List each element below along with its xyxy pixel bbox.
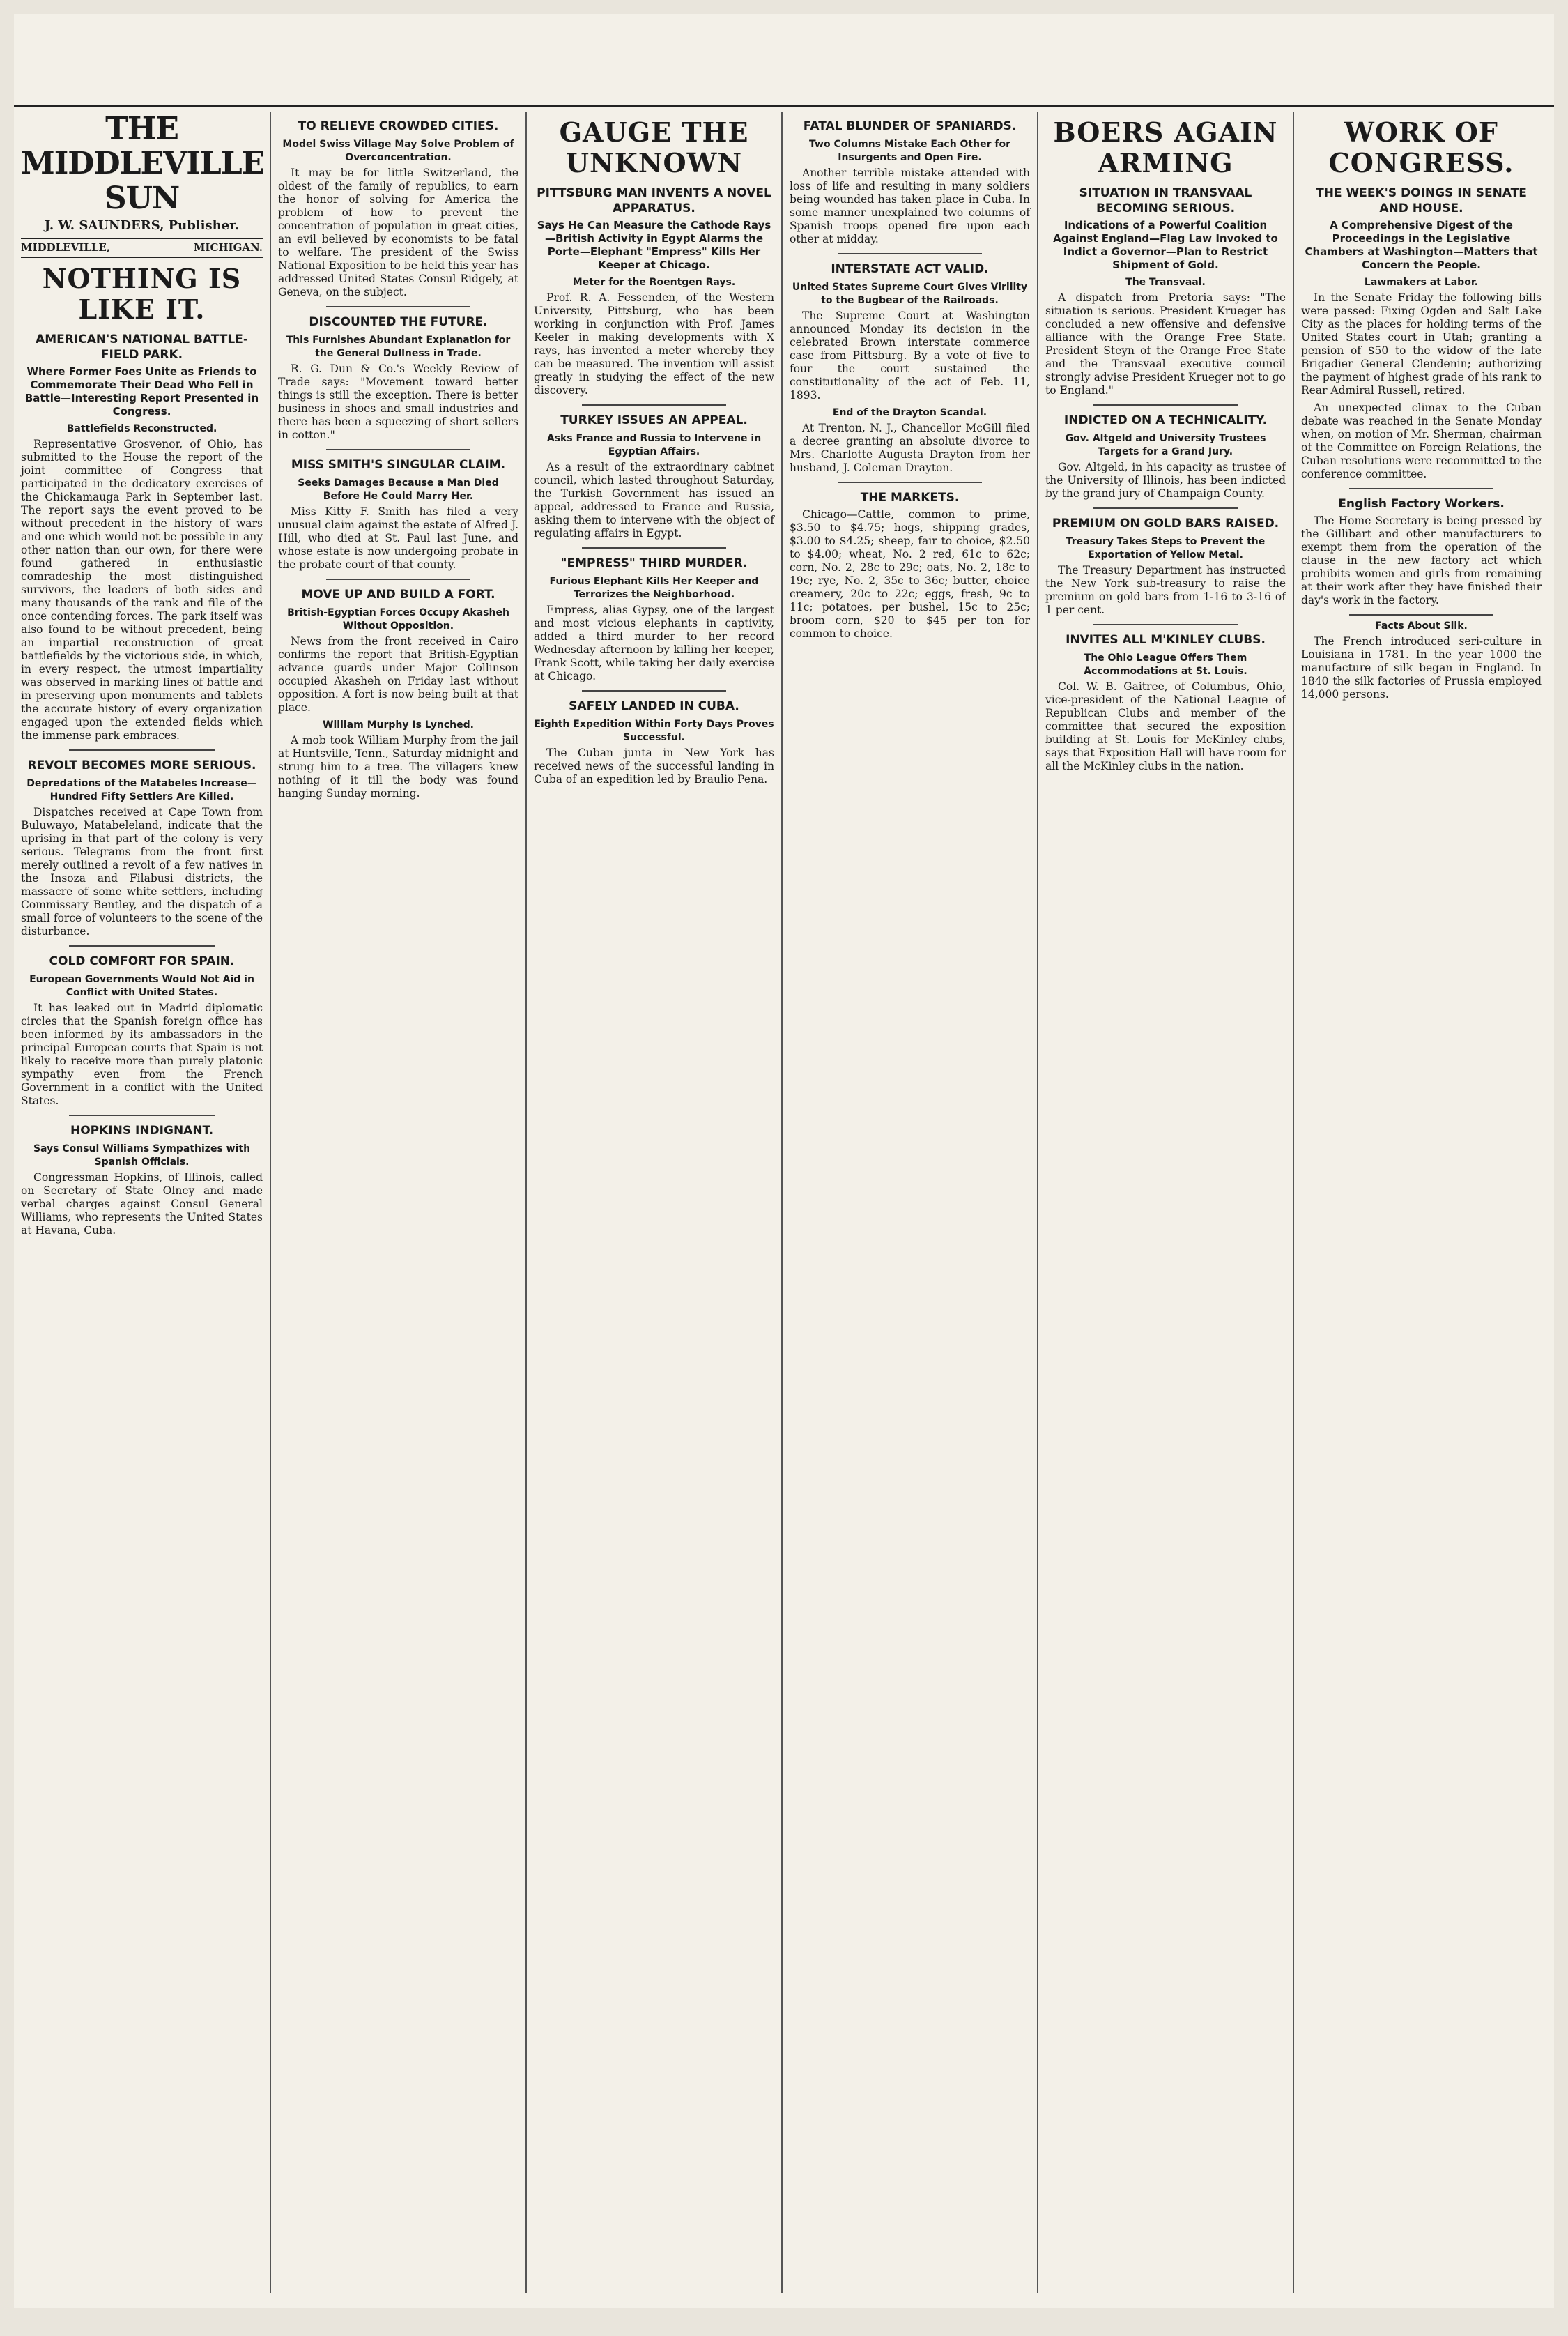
deck: Says He Can Measure the Cathode Rays—British Activity in Egypt Alarms the Porte—Elephant "Empress" Kills Her Keeper at Chicago. bbox=[537, 219, 771, 271]
article-paragraph: It has leaked out in Madrid diplomatic circles that the Spanish foreign office has been informed by its ambassadors in the principal European courts that Spain is not likely to receive more than purely platonic sympathy even from the French Government in a conflict with the United States. bbox=[21, 1002, 263, 1107]
article-headline: INVITES ALL M'KINLEY CLUBS. bbox=[1066, 633, 1266, 647]
article-headline: INTERSTATE ACT VALID. bbox=[831, 262, 989, 276]
top-rule bbox=[14, 105, 1554, 107]
article-headline: INDICTED ON A TECHNICALITY. bbox=[1063, 413, 1268, 427]
divider bbox=[838, 253, 982, 254]
divider bbox=[326, 449, 470, 450]
article-headline: "EMPRESS" THIRD MURDER. bbox=[560, 556, 748, 570]
masthead-place bbox=[21, 238, 263, 258]
article-headline: MOVE UP AND BUILD A FORT. bbox=[301, 588, 495, 602]
section-kicker: Meter for the Roentgen Rays. bbox=[572, 277, 736, 288]
masthead bbox=[21, 112, 263, 258]
article-paragraph: Congressman Hopkins, of Illinois, called on Secretary of State Olney and made verbal charges against Consul General Williams, who represents the United States at Havana, Cuba. bbox=[21, 1171, 263, 1237]
masthead-publisher: J. W. SAUNDERS, Publisher. bbox=[44, 218, 240, 233]
article-headline: PREMIUM ON GOLD BARS RAISED. bbox=[1052, 517, 1279, 530]
article-paragraph: The Supreme Court at Washington announced Monday its decision in the celebrated Brown interstate commerce case from Pittsburg. By a vote of five to four the court sustained the constitutionality of the act of Feb. 11, 1893. bbox=[790, 310, 1030, 402]
article-deck: End of the Drayton Scandal. bbox=[832, 407, 987, 418]
divider bbox=[1349, 488, 1493, 489]
article-paragraph: At Trenton, N. J., Chancellor McGill filed a decree granting an absolute divorce to Mrs. Charlotte Augusta Drayton from her husband, J. Coleman Drayton. bbox=[790, 422, 1030, 474]
section-kicker: The Transvaal. bbox=[1125, 277, 1206, 288]
article-headline: SAFELY LANDED IN CUBA. bbox=[569, 699, 739, 713]
article-paragraph: Miss Kitty F. Smith has filed a very unusual claim against the estate of Alfred J. Hill, who died at St. Paul last June, and whose estate is now undergoing probate in the probate court of that county. bbox=[278, 505, 518, 571]
divider bbox=[69, 945, 214, 947]
subheadline: PITTSBURG MAN INVENTS A NOVEL APPARATUS. bbox=[537, 186, 771, 215]
article-paragraph: It may be for little Switzerland, the oldest of the family of republics, to earn the honor of solving for America the problem of how to prevent the concentration of population in great cities, an evil believed by economists to be fatal to welfare. The president of the Swiss National Exposition to be held this year has addressed United States Consul Ridgely, at Geneva, on the subject. bbox=[278, 167, 518, 298]
article-deck: Model Swiss Village May Solve Problem of Overconcentration. bbox=[282, 139, 514, 163]
article-deck: Seeks Damages Because a Man Died Before He Could Marry Her. bbox=[298, 478, 499, 502]
article-deck: This Furnishes Abundant Explanation for the General Dullness in Trade. bbox=[286, 335, 511, 359]
article-paragraph: Gov. Altgeld, in his capacity as trustee of the University of Illinois, has been indicted by the grand jury of Champaign County. bbox=[1045, 461, 1286, 500]
divider bbox=[838, 482, 982, 483]
headline: WORK OF CONGRESS. bbox=[1328, 116, 1514, 178]
deck: A Comprehensive Digest of the Proceedings in the Legislative Chambers at Washington—Matters that Concern the People. bbox=[1305, 219, 1538, 271]
article-paragraph: Dispatches received at Cape Town from Buluwayo, Matabeleland, indicate that the uprising in that part of the colony is very serious. Telegrams from the front first merely outlined a revolt of a few natives in the Insoza and Filabusi districts, the massacre of some white settlers, including Commissary Bentley, and the dispatch of a small force of volunteers to the scene of the disturbance. bbox=[21, 806, 263, 938]
headline: BOERS AGAIN ARMING bbox=[1053, 116, 1278, 178]
column-1 bbox=[14, 112, 270, 2293]
masthead-state: MICHIGAN. bbox=[193, 241, 263, 254]
divider bbox=[326, 306, 470, 307]
deck: Where Former Foes Unite as Friends to Commemorate Their Dead Who Fell in Battle—Interesting Report Presented in Congress. bbox=[24, 365, 259, 418]
article-headline: English Factory Workers. bbox=[1338, 497, 1505, 511]
divider bbox=[582, 547, 726, 549]
article-paragraph: Col. W. B. Gaitree, of Columbus, Ohio, vice-president of the National League of Republican Clubs and member of the committee that secured the exposition building at St. Louis for McKinley clubs, says that Exposition Hall will have room for all the McKinley clubs in the nation. bbox=[1045, 680, 1286, 772]
masthead-city: MIDDLEVILLE, bbox=[21, 241, 111, 254]
deck: Indications of a Powerful Coalition Against England—Flag Law Invoked to Indict a Governor—Plan to Restrict Shipment of Gold. bbox=[1053, 219, 1278, 271]
article-headline: FATAL BLUNDER OF SPANIARDS. bbox=[803, 119, 1017, 133]
section-kicker: Lawmakers at Labor. bbox=[1364, 277, 1479, 288]
divider bbox=[582, 690, 726, 692]
divider bbox=[326, 579, 470, 580]
divider bbox=[1349, 614, 1493, 616]
article-paragraph: An unexpected climax to the Cuban debate was reached in the Senate Monday when, on motion of Mr. Sherman, chairman of the Committee on Foreign Relations, the Cuban resolutions were recommitted to the conference committee. bbox=[1301, 402, 1542, 480]
subheadline: AMERICAN'S NATIONAL BATTLE-FIELD PARK. bbox=[36, 333, 248, 362]
column-6 bbox=[1293, 112, 1548, 2293]
article-paragraph: News from the front received in Cairo confirms the report that British-Egyptian advance guards under Major Collinson occupied Akasheh on Friday last without opposition. A fort is now being built at that place. bbox=[278, 635, 518, 714]
divider bbox=[582, 404, 726, 406]
column-2 bbox=[270, 112, 525, 2293]
article-paragraph: Empress, alias Gypsy, one of the largest and most vicious elephants in captivity, added a third murder to her record Wednesday afternoon by killing her keeper, Frank Scott, while taking her daily exercise at Chicago. bbox=[534, 604, 774, 682]
article-headline: TURKEY ISSUES AN APPEAL. bbox=[560, 413, 748, 427]
headline: NOTHING IS LIKE IT. bbox=[42, 263, 242, 325]
article-paragraph: The French introduced seri-culture in Louisiana in 1781. In the year 1000 the manufacture of silk began in England. In 1840 the silk factories of Prussia employed 14,000 persons. bbox=[1301, 635, 1542, 701]
article-deck: Treasury Takes Steps to Prevent the Exportation of Yellow Metal. bbox=[1066, 536, 1266, 560]
subheadline: SITUATION IN TRANSVAAL BECOMING SERIOUS. bbox=[1079, 186, 1252, 215]
article-paragraph: Another terrible mistake attended with loss of life and resulting in many soldiers being wounded has taken place in Cuba. In some manner unexplained two columns of Spanish troops opened fire upon each other at midday. bbox=[790, 167, 1030, 245]
article-headline: THE MARKETS. bbox=[860, 491, 960, 505]
article-paragraph: The Cuban junta in New York has received news of the successful landing in Cuba of an expedition led by Braulio Pena. bbox=[534, 747, 774, 786]
article-paragraph: In the Senate Friday the following bills were passed: Fixing Ogden and Salt Lake City as the places for holding terms of the United States court in Utah; granting a pension of $50 to the widow of the late Brigadier General Clendenin; authorizing the payment of highest grade of his rank to Rear Admiral Russell, retired. bbox=[1301, 291, 1542, 397]
article-paragraph: Chicago—Cattle, common to prime, $3.50 to $4.75; hogs, shipping grades, $3.00 to $4.25; sheep, fair to choice, $2.50 to $4.00; wheat, No. 2 red, 61c to 62c; corn, No. 2, 28c to 29c; oats, No. 2, 18c to 19c; rye, No. 2, 35c to 36c; butter, choice creamery, 20c to 22c; eggs, fresh, 9c to 11c; potatoes, per bushel, 15c to 25c; broom corn, $20 to $45 per ton for common to choice. bbox=[790, 508, 1030, 640]
article-deck: British-Egyptian Forces Occupy Akasheh Without Opposition. bbox=[287, 607, 509, 632]
column-3 bbox=[525, 112, 781, 2293]
section-kicker: Battlefields Reconstructed. bbox=[66, 423, 217, 434]
article-headline: TO RELIEVE CROWDED CITIES. bbox=[298, 119, 499, 133]
article-deck: Depredations of the Matabeles Increase—Hundred Fifty Settlers Are Killed. bbox=[26, 778, 257, 802]
article-deck: Facts About Silk. bbox=[1375, 620, 1468, 632]
article-deck: William Murphy Is Lynched. bbox=[323, 719, 474, 731]
article-paragraph: The Treasury Department has instructed the New York sub-treasury to raise the premium on gold bars from 1-16 to 3-16 of 1 per cent. bbox=[1045, 564, 1286, 616]
article-deck: Furious Elephant Kills Her Keeper and Terrorizes the Neighborhood. bbox=[549, 576, 759, 600]
article-paragraph: A mob took William Murphy from the jail at Huntsville, Tenn., Saturday midnight and strung him to a tree. The villagers knew nothing of it till the body was found hanging Sunday morning. bbox=[278, 734, 518, 800]
newspaper-page bbox=[14, 14, 1554, 2308]
article-paragraph: The Home Secretary is being pressed by the Gillibart and other manufacturers to exempt them from the operation of the clause in the new factory act which prohibits women and girls from remaining at their work after they have finished their day's work in the factory. bbox=[1301, 514, 1542, 606]
article-deck: Gov. Altgeld and University Trustees Targets for a Grand Jury. bbox=[1065, 433, 1266, 457]
subheadline: THE WEEK'S DOINGS IN SENATE AND HOUSE. bbox=[1316, 186, 1527, 215]
article-headline: REVOLT BECOMES MORE SERIOUS. bbox=[27, 758, 256, 772]
article-headline: MISS SMITH'S SINGULAR CLAIM. bbox=[291, 458, 506, 472]
columns bbox=[14, 112, 1554, 2293]
article-paragraph: Prof. R. A. Fessenden, of the Western University, Pittsburg, who has been working in conjunction with Prof. James Keeler in making developments with X rays, has invented a meter whereby they can be measured. The invention will assist greatly in studying the effect of the new discovery. bbox=[534, 291, 774, 397]
article-paragraph: As a result of the extraordinary cabinet council, which lasted throughout Saturday, the Turkish Government has issued an appeal, addressed to France and Russia, asking them to intervene with the object of regulating affairs in Egypt. bbox=[534, 461, 774, 540]
divider bbox=[69, 1115, 214, 1116]
article-deck: Two Columns Mistake Each Other for Insurgents and Open Fire. bbox=[809, 139, 1010, 163]
divider bbox=[1093, 404, 1238, 406]
article-headline: COLD COMFORT FOR SPAIN. bbox=[49, 954, 235, 968]
divider bbox=[69, 749, 214, 751]
article-paragraph: A dispatch from Pretoria says: "The situation is serious. President Krueger has concluded a new offensive and defensive alliance with the Orange Free State. President Steyn of the Orange Free State and the Transvaal executive council strongly advise President Krueger not to go to England." bbox=[1045, 291, 1286, 397]
article-deck: United States Supreme Court Gives Virility to the Bugbear of the Railroads. bbox=[792, 282, 1028, 306]
article-deck: Asks France and Russia to Intervene in Egyptian Affairs. bbox=[546, 433, 762, 457]
article-deck: Says Consul Williams Sympathizes with Spanish Officials. bbox=[33, 1143, 251, 1168]
headline: GAUGE THE UNKNOWN bbox=[559, 116, 749, 178]
article-deck: European Governments Would Not Aid in Conflict with United States. bbox=[29, 974, 254, 998]
article-headline: DISCOUNTED THE FUTURE. bbox=[309, 315, 488, 329]
column-4 bbox=[781, 112, 1037, 2293]
masthead-title: THE MIDDLEVILLE SUN bbox=[21, 112, 265, 216]
article-paragraph: R. G. Dun & Co.'s Weekly Review of Trade says: "Movement toward better things is still the exception. There is better business in shoes and small industries and there has been a squeezing of short sellers in cotton." bbox=[278, 362, 518, 441]
divider bbox=[1093, 507, 1238, 509]
divider bbox=[1093, 624, 1238, 625]
article-deck: Eighth Expedition Within Forty Days Proves Successful. bbox=[534, 719, 774, 743]
column-5 bbox=[1037, 112, 1293, 2293]
article-deck: The Ohio League Offers Them Accommodations at St. Louis. bbox=[1084, 652, 1247, 677]
article-paragraph: Representative Grosvenor, of Ohio, has submitted to the House the report of the joint committee of Congress that participated in the dedicatory exercises of the Chickamauga Park in September last. The report says the event proved to be without precedent in the history of wars and one which would not be possible in any other nation than our own, for there were found gathered in enthusiastic comradeship the most distinguished survivors, the leaders of both sides and many thousands of the rank and file of the once contending forces. The park itself was also found to be without precedent, being an impartial reconstruction of great battlefields by the victorious side, in which, in every respect, the utmost impartiality was observed in marking lines of battle and in preserving upon monuments and tablets the accurate history of every organization engaged upon the extended fields which the immense park embraces. bbox=[21, 438, 263, 742]
article-headline: HOPKINS INDIGNANT. bbox=[70, 1124, 214, 1138]
